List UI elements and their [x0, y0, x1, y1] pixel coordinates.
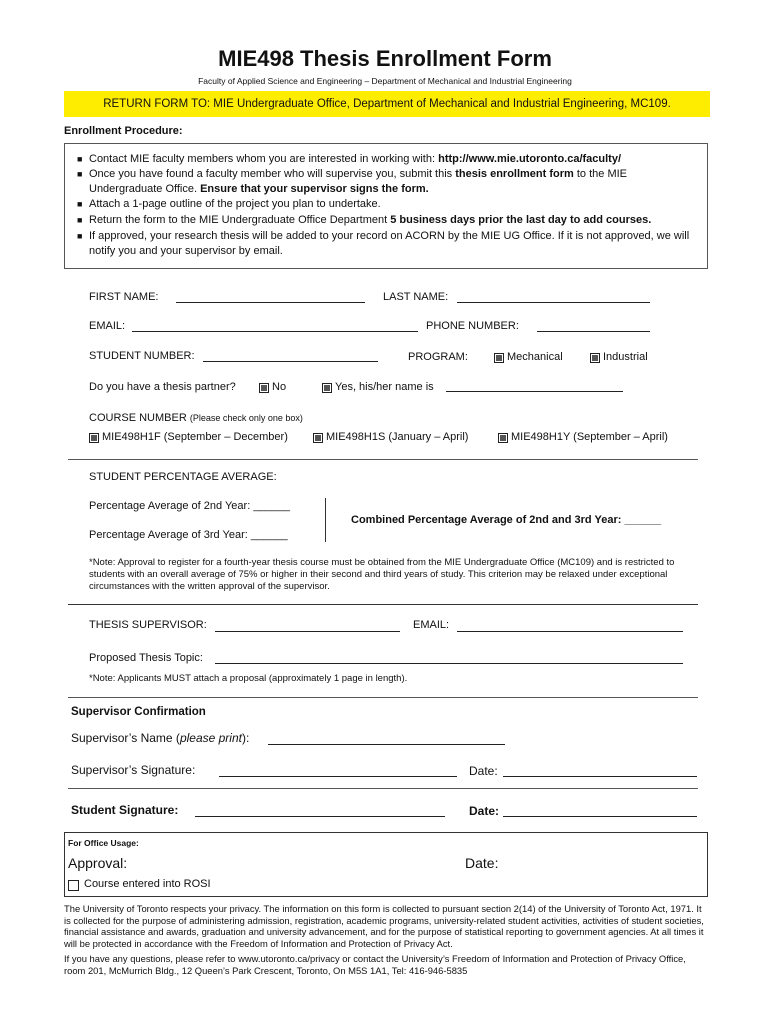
procedure-heading: Enrollment Procedure: — [64, 125, 183, 137]
divider — [68, 459, 698, 460]
rosi-label: Course entered into ROSI — [84, 878, 211, 890]
program-label: PROGRAM: — [408, 351, 468, 363]
rosi-checkbox[interactable] — [68, 880, 79, 891]
last-name-label: LAST NAME: — [383, 291, 449, 303]
procedure-item: ■ Once you have found a faculty member who will supervise you, submit this thesis enrollment form to the MIE Undergraduate Office. Ensure that your supervisor signs the form. — [77, 168, 628, 195]
supervisor-name-label: Supervisor’s Name (please print): — [71, 731, 250, 745]
average-heading: STUDENT PERCENTAGE AVERAGE: — [89, 471, 277, 483]
course-y-checkbox[interactable] — [498, 433, 508, 443]
last-name-field[interactable] — [457, 302, 650, 303]
first-name-field[interactable] — [176, 302, 365, 303]
program-industrial-label: Industrial — [603, 351, 648, 363]
supervisor-date-label: Date: — [469, 764, 498, 778]
email-label: EMAIL: — [89, 320, 126, 332]
course-s-label: MIE498H1S (January – April) — [326, 431, 469, 443]
return-banner: RETURN FORM TO: MIE Undergraduate Office, Department of Mechanical and Industrial Engineering, MC109. — [64, 91, 710, 117]
supervisor-email-field[interactable] — [457, 631, 683, 632]
partner-yes-checkbox[interactable] — [322, 383, 332, 393]
bullet-icon: ■ — [77, 231, 83, 241]
supervisor-email-label: EMAIL: — [413, 619, 450, 631]
bullet-icon: ■ — [77, 169, 83, 179]
student-date-label: Date: — [469, 804, 500, 818]
program-industrial-checkbox[interactable] — [590, 353, 600, 363]
student-number-field[interactable] — [203, 361, 378, 362]
bullet-icon: ■ — [77, 215, 83, 225]
supervisor-signature-label: Supervisor’s Signature: — [71, 763, 196, 777]
student-signature-field[interactable] — [195, 816, 445, 817]
page-title: MIE498 Thesis Enrollment Form — [218, 46, 552, 71]
procedure-item: ■ Return the form to the MIE Undergraduate Office Department 5 business days prior the last day to add courses. — [77, 214, 652, 226]
average-note: *Note: Approval to register for a fourth-year thesis course must be obtained from the MIE Undergraduate Office (MC109) and is restricted to students with an overall average of 75% or higher in their second and third years of study. This criterion may be relaxed under exceptional circumstances with the written approval of the supervisor. — [89, 557, 675, 592]
supervisor-date-field[interactable] — [503, 776, 697, 777]
thesis-topic-label: Proposed Thesis Topic: — [89, 652, 203, 664]
course-y-label: MIE498H1Y (September – April) — [511, 431, 668, 443]
partner-no-checkbox[interactable] — [259, 383, 269, 393]
divider — [68, 788, 698, 789]
supervisor-signature-field[interactable] — [219, 776, 457, 777]
procedure-item: ■ Attach a 1-page outline of the project you plan to undertake. — [77, 198, 381, 210]
bullet-icon: ■ — [77, 154, 83, 164]
program-mechanical-checkbox[interactable] — [494, 353, 504, 363]
email-field[interactable] — [132, 331, 418, 332]
supervisor-name-field[interactable] — [268, 744, 505, 745]
thesis-supervisor-label: THESIS SUPERVISOR: — [89, 619, 207, 631]
partner-question: Do you have a thesis partner? — [89, 381, 236, 393]
approval-label: Approval: — [68, 855, 128, 871]
vertical-divider — [325, 498, 326, 542]
bullet-icon: ■ — [77, 199, 83, 209]
second-year-average: Percentage Average of 2nd Year: ______ — [89, 500, 291, 512]
privacy-notice: The University of Toronto respects your privacy. The information on this form is collected to pursuant section 2(14) of the University of Toronto Act, 1971. It is collected for the purpose of administering admission, registration, academic programs, university-related student activities, activities of student societies, financial assistance and awards, graduation and university advancement, and for the purpose of statistical reporting to government agencies. At all times it will be protected in accordance with the Freedom of Information and Protection of Privacy Act. — [64, 903, 704, 949]
divider — [68, 604, 698, 605]
phone-field[interactable] — [537, 331, 650, 332]
third-year-average: Percentage Average of 3rd Year: ______ — [89, 529, 288, 541]
course-s-checkbox[interactable] — [313, 433, 323, 443]
partner-no-label: No — [272, 381, 287, 393]
student-number-label: STUDENT NUMBER: — [89, 350, 195, 362]
course-f-label: MIE498H1F (September – December) — [102, 431, 288, 443]
combined-average: Combined Percentage Average of 2nd and 3rd Year: ______ — [351, 514, 662, 526]
office-usage-heading: For Office Usage: — [68, 838, 139, 848]
thesis-topic-field[interactable] — [215, 663, 683, 664]
proposal-note: *Note: Applicants MUST attach a proposal (approximately 1 page in length). — [89, 673, 408, 684]
partner-yes-label: Yes, his/her name is — [335, 381, 434, 393]
course-number-label: COURSE NUMBER (Please check only one box) — [89, 412, 303, 424]
divider — [68, 697, 698, 698]
student-date-field[interactable] — [503, 816, 697, 817]
phone-label: PHONE NUMBER: — [426, 320, 519, 332]
thesis-supervisor-field[interactable] — [215, 631, 400, 632]
contact-notice: If you have any questions, please refer to www.utoronto.ca/privacy or contact the University’s Freedom of Information and Protection of Privacy Office, room 201, McMurrich Bldg., 12 Queen’s Park Crescent, Toronto, On M5S 1A1, Tel: 416-946-5835 — [64, 953, 686, 976]
course-hint: (Please check only one box) — [189, 413, 303, 423]
student-signature-label: Student Signature: — [71, 803, 179, 817]
procedure-item: ■ If approved, your research thesis will be added to your record on ACORN by the MIE UG Office. If it is not approved, we will notify you and your supervisor by email. — [77, 230, 690, 257]
procedure-item: ■ Contact MIE faculty members whom you are interested in working with: http://www.mie.utoronto.ca/faculty/ — [77, 153, 622, 165]
first-name-label: FIRST NAME: — [89, 291, 159, 303]
page-subtitle: Faculty of Applied Science and Engineering – Department of Mechanical and Industrial Engineering — [198, 76, 572, 86]
office-date-label: Date: — [465, 855, 499, 871]
program-mechanical-label: Mechanical — [507, 351, 563, 363]
confirmation-heading: Supervisor Confirmation — [71, 706, 206, 718]
course-f-checkbox[interactable] — [89, 433, 99, 443]
partner-name-field[interactable] — [446, 391, 623, 392]
